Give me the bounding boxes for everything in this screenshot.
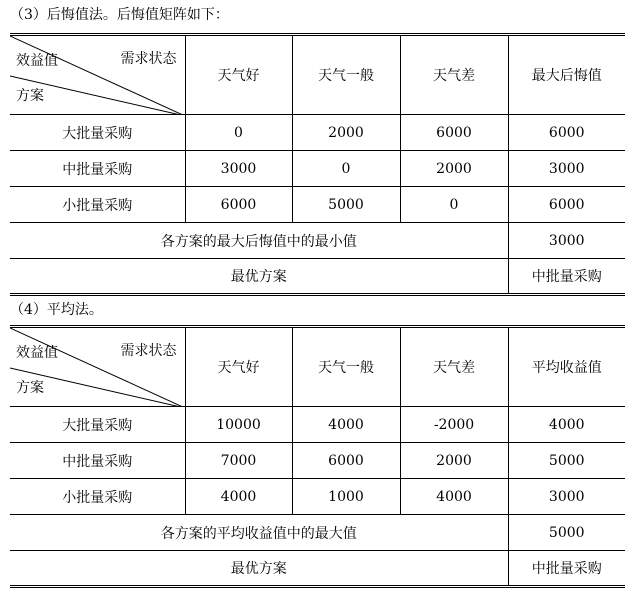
table-cell: 0	[292, 151, 400, 187]
table-cell: 4000	[292, 407, 400, 443]
table-cell: 4000	[185, 479, 292, 515]
table-cell: 3000	[508, 479, 625, 515]
table-row	[10, 151, 625, 187]
row-label: 大批量采购	[10, 407, 185, 443]
row-label: 中批量采购	[10, 443, 185, 479]
corner-row-label: 效益值	[16, 53, 58, 69]
row-label: 小批量采购	[10, 479, 185, 515]
corner-cell	[10, 35, 185, 115]
header-bad-weather: 天气差	[400, 35, 508, 115]
summary-value: 5000	[508, 515, 625, 551]
header-good-weather: 天气好	[185, 35, 292, 115]
table-cell: 1000	[292, 479, 400, 515]
header-normal-weather: 天气一般	[292, 327, 400, 407]
table-cell: 0	[185, 115, 292, 151]
header-normal-weather: 天气一般	[292, 35, 400, 115]
table-cell: 5000	[508, 443, 625, 479]
row-label: 大批量采购	[10, 115, 185, 151]
summary-row	[10, 515, 625, 551]
best-plan-value: 中批量采购	[508, 259, 625, 295]
table-cell: 6000	[185, 187, 292, 223]
corner-col-label: 需求状态	[120, 51, 177, 67]
header-bad-weather: 天气差	[400, 327, 508, 407]
average-method-table	[10, 325, 625, 588]
best-plan-label: 最优方案	[10, 551, 508, 587]
table-cell: 10000	[185, 407, 292, 443]
row-label: 中批量采购	[10, 151, 185, 187]
table-cell: 3000	[185, 151, 292, 187]
summary-value: 3000	[508, 223, 625, 259]
table-header-row	[10, 35, 625, 115]
table-cell: -2000	[400, 407, 508, 443]
table-cell: 6000	[400, 115, 508, 151]
corner-cell	[10, 327, 185, 407]
best-plan-value: 中批量采购	[508, 551, 625, 587]
table-cell: 6000	[508, 187, 625, 223]
summary-label: 各方案的平均收益值中的最大值	[10, 515, 508, 551]
table-cell: 3000	[508, 151, 625, 187]
best-plan-row	[10, 551, 625, 587]
regret-matrix-table	[10, 33, 625, 296]
best-plan-label: 最优方案	[10, 259, 508, 295]
table-cell: 2000	[400, 443, 508, 479]
table-row	[10, 407, 625, 443]
header-average-profit: 平均收益值	[508, 327, 625, 407]
table-cell: 2000	[400, 151, 508, 187]
section3-title: （3）后悔值法。后悔值矩阵如下：	[10, 7, 229, 23]
corner-plan-label: 方案	[16, 88, 44, 104]
table-cell: 0	[400, 187, 508, 223]
corner-col-label: 需求状态	[120, 343, 177, 359]
corner-row-label: 效益值	[16, 345, 58, 361]
corner-plan-label: 方案	[16, 380, 44, 396]
table-cell: 6000	[508, 115, 625, 151]
row-label: 小批量采购	[10, 187, 185, 223]
table-row	[10, 443, 625, 479]
header-max-regret: 最大后悔值	[508, 35, 625, 115]
table-header-row	[10, 327, 625, 407]
table-cell: 6000	[292, 443, 400, 479]
table-row	[10, 479, 625, 515]
table-cell: 2000	[292, 115, 400, 151]
table-row	[10, 115, 625, 151]
table-cell: 7000	[185, 443, 292, 479]
header-good-weather: 天气好	[185, 327, 292, 407]
table-cell: 4000	[400, 479, 508, 515]
table-row	[10, 187, 625, 223]
section4-title: （4）平均法。	[10, 302, 103, 318]
table-cell: 4000	[508, 407, 625, 443]
table-cell: 5000	[292, 187, 400, 223]
summary-row	[10, 223, 625, 259]
best-plan-row	[10, 259, 625, 295]
summary-label: 各方案的最大后悔值中的最小值	[10, 223, 508, 259]
